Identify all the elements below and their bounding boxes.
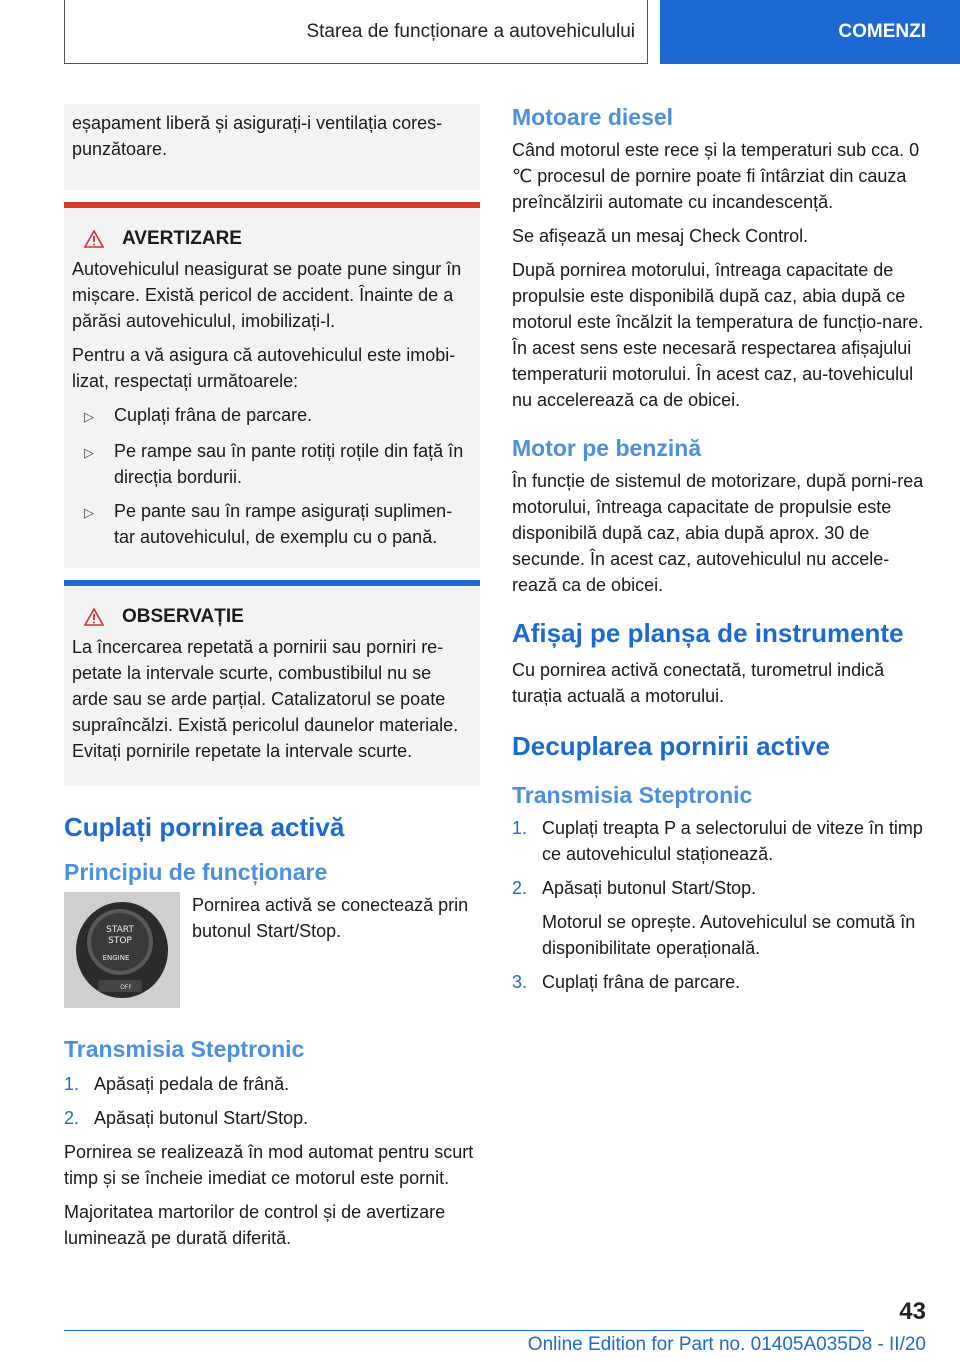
warning-box <box>64 208 480 568</box>
triangle-bullet-icon: ▷ <box>84 445 94 460</box>
section-heading: Cuplați pornirea activă <box>64 812 345 842</box>
notice-box <box>64 586 480 786</box>
subsection-heading: Principiu de funcționare <box>64 859 328 885</box>
paragraph: Majoritatea martorilor de control și de avertizare luminează pe durată diferită. <box>64 1202 446 1248</box>
intro-box <box>64 104 480 190</box>
left-column <box>64 104 480 1259</box>
list-item: 1. Apăsați pedala de frână. <box>64 1074 290 1094</box>
notice-paragraph: La încercarea repetată a pornirii sau porniri re-petate la intervale scurte, combustibilul nu se arde sau se arde parțial. Catalizatorul se poate supraîncălzi. Există pericolul daunelor materiale. Evitați pornirile repetate la intervale scurte. <box>72 637 459 761</box>
warning-heading <box>84 228 472 250</box>
subsection-heading: Transmisia Steptronic <box>64 1036 305 1062</box>
list-item: ▷ Pe rampe sau în pante rotiți roțile din față în direcția bordurii. <box>84 438 472 490</box>
right-column <box>512 104 928 1003</box>
paragraph: În funcție de sistemul de motorizare, după porni-rea motorului, întreaga capacitate de propulsie este disponibilă după caz, abia după aprox. 30 de secunde. În acest caz, autovehiculul nu accele-rează ca de obicei. <box>512 471 924 595</box>
footer-rule <box>64 1330 864 1331</box>
notice-title: OBSERVAȚIE <box>122 606 244 627</box>
list-item: ▷ Cuplați frâna de parcare. <box>84 402 472 430</box>
chapter-tab[interactable] <box>660 0 960 64</box>
warning-triangle-icon <box>84 230 104 248</box>
subsection-heading: Motoare diesel <box>512 104 674 130</box>
start-stop-button-icon <box>64 892 180 1008</box>
list-item: 3. Cuplați frâna de parcare. <box>512 972 741 992</box>
paragraph: După pornirea motorului, întreaga capacitate de propulsie este disponibilă după caz, abia după ce motorul este încălzit la temperatura de funcțio-nare. În acest sens este necesară respectarea afișajului temperaturii motorului. În acest caz, au-tovehiculul nu accelerează ca de obicei. <box>512 260 924 410</box>
svg-text:ENGINE: ENGINE <box>102 954 130 962</box>
subsection-heading: Transmisia Steptronic <box>512 782 753 808</box>
list-item: 2. Apăsați butonul Start/Stop. <box>64 1108 309 1128</box>
paragraph: Se afișează un mesaj Check Control. <box>512 226 809 246</box>
svg-text:START: START <box>106 925 134 935</box>
running-header <box>64 0 648 64</box>
list-item: 1. Cuplați treapta P a selectorului de viteze în timp ce autovehiculul staționează. <box>512 818 923 864</box>
subsection-heading: Motor pe benzină <box>512 435 702 461</box>
section-title: Starea de funcționare a autovehiculului <box>306 20 635 42</box>
chapter-label: COMENZI <box>838 21 926 42</box>
footer-edition: Online Edition for Part no. 01405A035D8 - II/20 <box>527 1334 926 1355</box>
paragraph: Pornirea se realizează în mod automat pentru scurt timp și se încheie imediat ce motorul este pornit. <box>64 1142 474 1188</box>
section-heading: Decuplarea pornirii active <box>512 731 830 761</box>
triangle-bullet-icon: ▷ <box>84 505 94 520</box>
list-item: 2. Apăsați butonul Start/Stop. <box>512 878 757 898</box>
warning-title: AVERTIZARE <box>122 228 242 249</box>
step-note: Motorul se oprește. Autovehiculul se comută în disponibilitate operațională. <box>542 912 916 958</box>
warning-triangle-icon <box>84 608 104 626</box>
intro-text: eșapament liberă și asigurați-i ventilația cores-punzătoare. <box>72 113 443 159</box>
paragraph: Cu pornirea activă conectată, turometrul indică turația actuală a motorului. <box>512 660 885 706</box>
page-number: 43 <box>899 1298 926 1325</box>
principle-block <box>64 892 480 1008</box>
svg-text:OFF: OFF <box>120 984 132 991</box>
principle-text: Pornirea activă se conectează prin butonul Start/Stop. <box>192 895 469 941</box>
paragraph: Când motorul este rece și la temperaturi sub cca. 0 ℃ procesul de pornire poate fi întârziat din cauza preîncălzirii automate cu incandescență. <box>512 140 920 212</box>
warning-paragraph-2: Pentru a vă asigura că autovehiculul este imobi-lizat, respectați următoarele: <box>72 345 456 391</box>
notice-heading <box>84 606 472 628</box>
svg-text:STOP: STOP <box>108 936 132 946</box>
list-item: ▷ Pe pante sau în rampe asigurați suplimen-tar autovehiculul, de exemplu cu o pană. <box>84 498 472 550</box>
start-stop-button-image <box>64 892 180 1008</box>
warning-paragraph-1: Autovehiculul neasigurat se poate pune singur în mișcare. Există pericol de accident. Înainte de a părăsi autovehiculul, imobilizați-l. <box>72 259 462 331</box>
section-heading: Afișaj pe planșa de instrumente <box>512 618 904 648</box>
triangle-bullet-icon: ▷ <box>84 409 94 424</box>
